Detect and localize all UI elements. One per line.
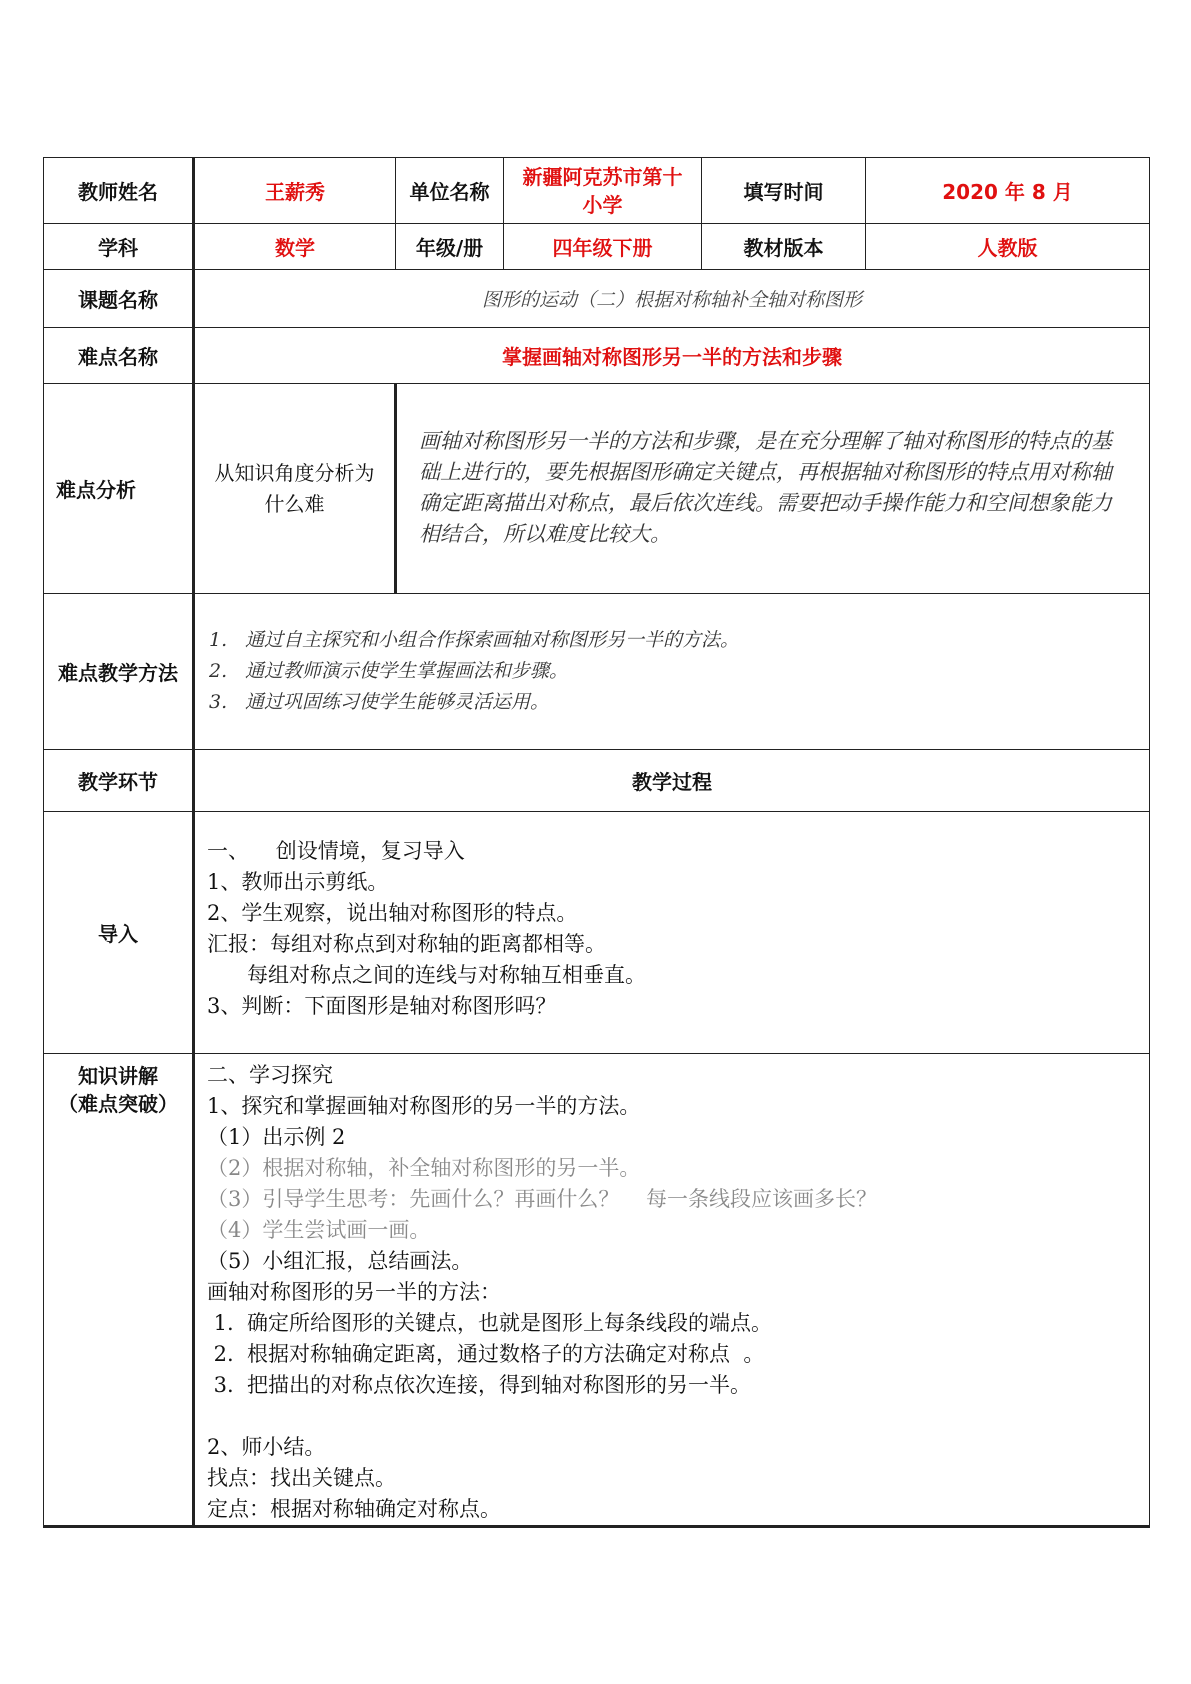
- intro-text: [207, 836, 1137, 1022]
- knowledge-cell: [194, 1054, 1150, 1527]
- methods-cell: [194, 594, 1150, 750]
- knowledge-line: 找点：找出关键点。: [207, 1466, 396, 1490]
- subject-value: 数学: [194, 224, 396, 270]
- intro-line: 2、学生观察，说出轴对称图形的特点。: [207, 901, 578, 925]
- knowledge-line: （3）引导学生思考：先画什么？再画什么？ 每一条线段应该画多长？: [207, 1187, 878, 1211]
- knowledge-line: 画轴对称图形的另一半的方法：: [207, 1280, 501, 1304]
- knowledge-text: [207, 1060, 1137, 1525]
- grade-label: 年级/册: [396, 224, 504, 270]
- intro-line: 一、 创设情境，复习导入: [207, 839, 465, 863]
- knowledge-label: [44, 1054, 194, 1527]
- lesson-plan-table: [43, 157, 1150, 1528]
- analysis-label: 难点分析: [44, 384, 194, 594]
- intro-cell: [194, 812, 1150, 1054]
- subject-label: 学科: [44, 224, 194, 270]
- knowledge-line: （4）学生尝试画一画。: [207, 1218, 431, 1242]
- knowledge-line: （5）小组汇报，总结画法。: [207, 1249, 473, 1273]
- analysis-row: [44, 384, 1150, 594]
- knowledge-line: 3. 把描出的对称点依次连接，得到轴对称图形的另一半。: [207, 1373, 752, 1397]
- method-item: 2. 通过教师演示使学生掌握画法和步骤。: [209, 660, 569, 682]
- header-row-2: [44, 224, 1150, 270]
- unit-label: 单位名称: [396, 158, 504, 224]
- methods-list: [209, 625, 1137, 718]
- knowledge-line: 2. 根据对称轴确定距离，通过数格子的方法确定对称点 。: [207, 1342, 765, 1366]
- header-row-1: [44, 158, 1150, 224]
- unit-value: 新疆阿克苏市第十小学: [504, 158, 702, 224]
- knowledge-line: 1、探究和掌握画轴对称图形的另一半的方法。: [207, 1094, 641, 1118]
- teacher-label: 教师姓名: [44, 158, 194, 224]
- intro-line: 3、判断：下面图形是轴对称图形吗？: [207, 994, 557, 1018]
- edition-value: 人教版: [866, 224, 1150, 270]
- knowledge-line: （1）出示例 2: [207, 1125, 346, 1149]
- knowledge-line: 定点：根据对称轴确定对称点。: [207, 1497, 501, 1521]
- knowledge-line: 1. 确定所给图形的关键点，也就是图形上每条线段的端点。: [207, 1311, 773, 1335]
- time-value: 2020 年 8 月: [866, 158, 1150, 224]
- difficulty-label: 难点名称: [44, 328, 194, 384]
- process-label: 教学过程: [194, 750, 1150, 812]
- teacher-name: 王薪秀: [194, 158, 396, 224]
- knowledge-line: 2、师小结。: [207, 1435, 326, 1459]
- analysis-text-cell: [396, 384, 1150, 594]
- knowledge-label-line1: 知识讲解: [78, 1064, 158, 1088]
- knowledge-line: 二、学习探究: [207, 1063, 333, 1087]
- difficulty-row: [44, 328, 1150, 384]
- method-item: 1. 通过自主探究和小组合作探索画轴对称图形另一半的方法。: [209, 629, 740, 651]
- knowledge-line: （2）根据对称轴，补全轴对称图形的另一半。: [207, 1156, 641, 1180]
- topic-value: 图形的运动（二）根据对称轴补全轴对称图形: [194, 270, 1150, 328]
- knowledge-row: [44, 1054, 1150, 1527]
- intro-line: 每组对称点之间的连线与对称轴互相垂直。: [207, 963, 647, 987]
- topic-label: 课题名称: [44, 270, 194, 328]
- intro-line: 汇报：每组对称点到对称轴的距离都相等。: [207, 932, 606, 956]
- intro-line: 1、教师出示剪纸。: [207, 870, 389, 894]
- edition-label: 教材版本: [702, 224, 866, 270]
- method-item: 3. 通过巩固练习使学生能够灵活运用。: [209, 691, 550, 713]
- knowledge-label-line2: （难点突破）: [58, 1092, 178, 1116]
- methods-label: 难点教学方法: [44, 594, 194, 750]
- methods-row: [44, 594, 1150, 750]
- grade-value: 四年级下册: [504, 224, 702, 270]
- intro-label: 导入: [44, 812, 194, 1054]
- topic-row: [44, 270, 1150, 328]
- stage-label: 教学环节: [44, 750, 194, 812]
- knowledge-line: [207, 1401, 1137, 1432]
- difficulty-value: 掌握画轴对称图形另一半的方法和步骤: [194, 328, 1150, 384]
- process-header-row: [44, 750, 1150, 812]
- time-label: 填写时间: [702, 158, 866, 224]
- analysis-sub-label: 从知识角度分析为什么难: [194, 384, 396, 594]
- intro-row: [44, 812, 1150, 1054]
- analysis-text: 画轴对称图形另一半的方法和步骤，是在充分理解了轴对称图形的特点的基础上进行的，要先根据图形确定关键点，再根据轴对称图形的特点用对称轴确定距离描出对称点，最后依次连线。需要把动手操作能力和空间想象能力相结合，所以难度比较大。: [419, 429, 1112, 546]
